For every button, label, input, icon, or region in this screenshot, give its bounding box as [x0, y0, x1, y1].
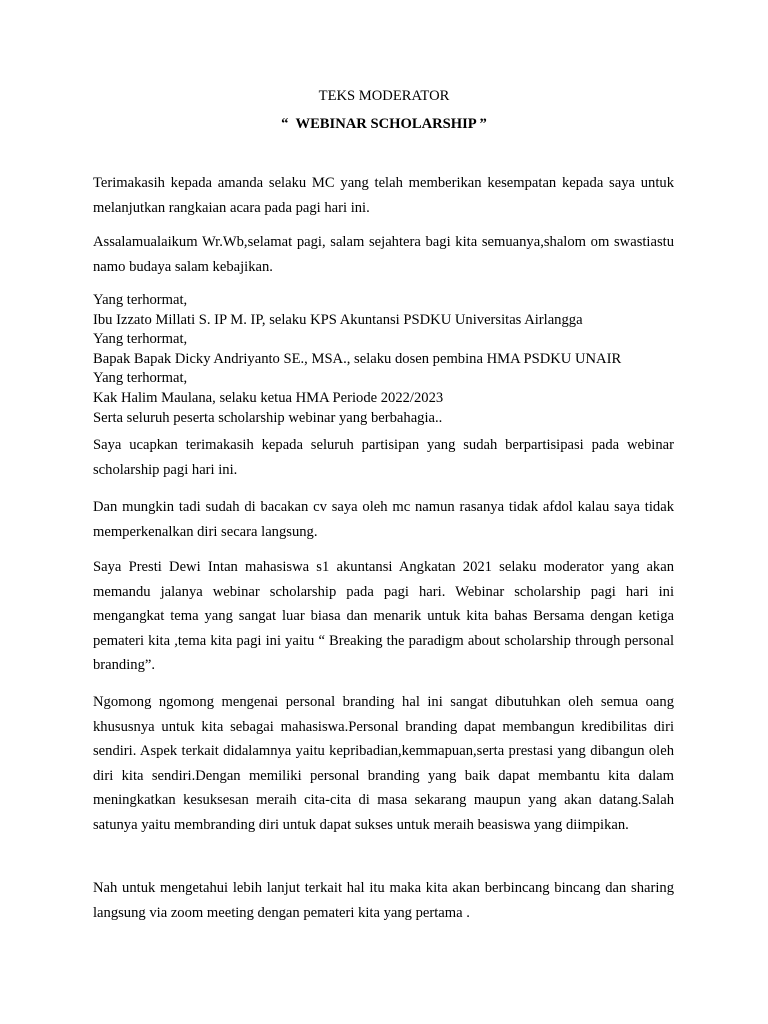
- address-line: Kak Halim Maulana, selaku ketua HMA Periode 2022/2023: [93, 389, 444, 406]
- document-subtitle: “ WEBINAR SCHOLARSHIP ”: [281, 116, 487, 132]
- address-line: Ibu Izzato Millati S. IP M. IP, selaku KPS Akuntansi PSDKU Universitas Airlangga: [93, 311, 583, 328]
- paragraph-moderator-intro: Saya Presti Dewi Intan mahasiswa s1 akuntansi Angkatan 2021 selaku moderator yang akan memandu jalanya webinar scholarship pada pagi hari. Webinar scholarship pagi hari ini mengangkat tema yang sangat luar biasa dan menarik untuk kita bahas Bersama dengan ketiga pemateri kita ,tema kita pagi ini yaitu “ Breaking the paradigm about scholarship through personal branding”.: [93, 559, 674, 673]
- paragraph-thanks-mc: Terimakasih kepada amanda selaku MC yang telah memberikan kesempatan kepada saya untuk melanjutkan rangkaian acara pada pagi hari ini.: [93, 175, 674, 216]
- address-line: Yang terhormat,: [93, 370, 188, 387]
- paragraph-greeting: Assalamualaikum Wr.Wb,selamat pagi, salam sejahtera bagi kita semuanya,shalom om swastiastu namo budaya salam kebajikan.: [93, 234, 674, 275]
- address-line: Yang terhormat,: [93, 292, 188, 308]
- address-list: [93, 291, 674, 428]
- address-line: Yang terhormat,: [93, 331, 188, 348]
- paragraph-closing: Nah untuk mengetahui lebih lanjut terkait hal itu maka kita akan berbincang bincang dan sharing langsung via zoom meeting dengan pemateri kita yang pertama .: [93, 880, 674, 921]
- address-line: Serta seluruh peserta scholarship webinar yang berbahagia..: [93, 409, 443, 426]
- paragraph-thanks-participants: Saya ucapkan terimakasih kepada seluruh partisipan yang sudah berpartisipasi pada webinar scholarship pagi hari ini.: [93, 437, 674, 478]
- paragraph-introduction: Dan mungkin tadi sudah di bacakan cv saya oleh mc namun rasanya tidak afdol kalau saya tidak memperkenalkan diri secara langsung.: [93, 499, 674, 540]
- paragraph-personal-branding: Ngomong ngomong mengenai personal branding hal ini sangat dibutuhkan oleh semua oang khususnya untuk kita sebagai mahasiswa.Personal branding dapat membangun kredibilitas diri sendiri. Aspek terkait didalamnya yaitu kepribadian,kemmapuan,serta prestasi yang dibangun oleh diri kita sendiri.Dengan memiliki personal branding yang baik dapat membantu kita dalam meningkatkan kesuksesan meraih cita-cita di masa sekarang maupun yang akan datang.Salah satunya yaitu membranding diri untuk dapat sukses untuk meraih beasiswa yang diimpikan.: [93, 694, 674, 833]
- address-line: Bapak Bapak Dicky Andriyanto SE., MSA., selaku dosen pembina HMA PSDKU UNAIR: [93, 350, 622, 367]
- document-title: TEKS MODERATOR: [318, 88, 450, 104]
